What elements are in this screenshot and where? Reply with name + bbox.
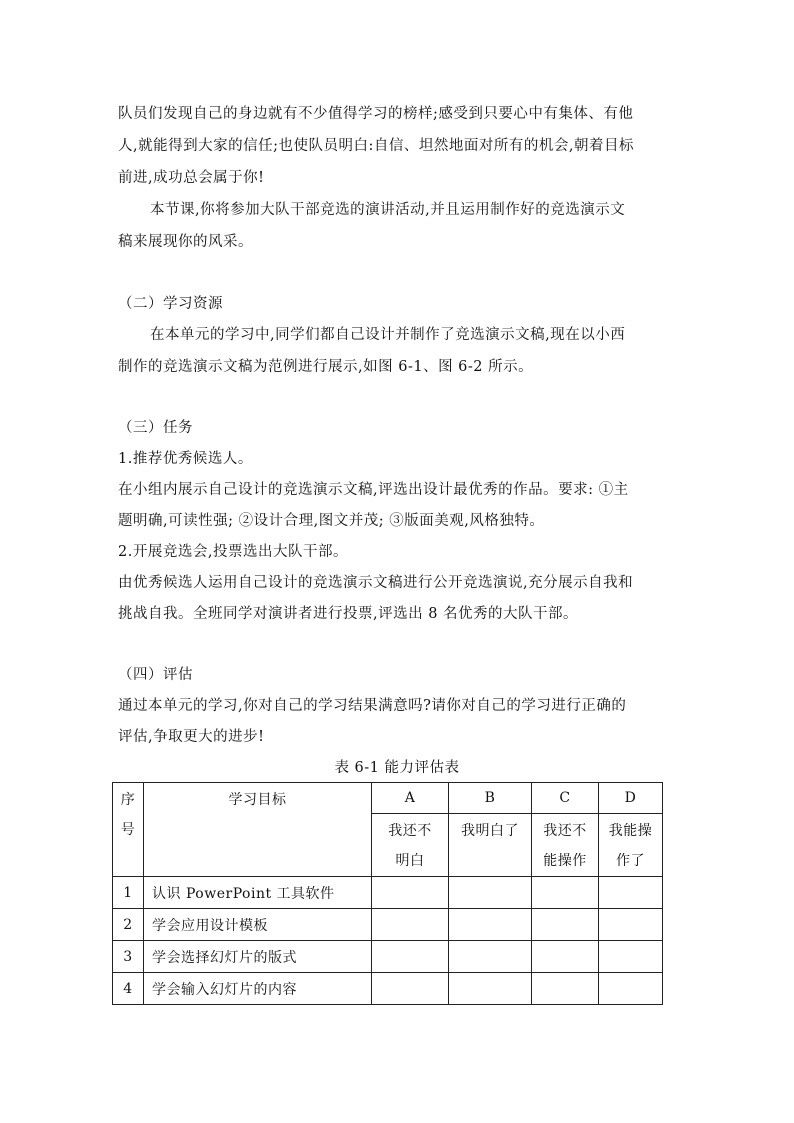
paragraph-line: 制作的竞选演示文稿为范例进行展示,如图 6-1、图 6-2 所示。 [118, 359, 534, 375]
desc-d [599, 814, 663, 877]
paragraph-line: 挑战自我。全班同学对演讲者进行投票,评选出 8 名优秀的大队干部。 [118, 606, 579, 622]
table-row [113, 941, 663, 973]
row-number: 2 [113, 909, 144, 941]
desc-a-line1: 我还不 [388, 823, 432, 839]
rating-cell[interactable] [449, 909, 532, 941]
table-row [113, 877, 663, 909]
row-number: 1 [113, 877, 144, 909]
row-goal: 认识 PowerPoint 工具软件 [144, 877, 372, 909]
paragraph-line: 队员们发现自己的身边就有不少值得学习的榜样;感受到只要心中有集体、有他 [118, 106, 634, 122]
desc-d-line2: 作了 [616, 853, 645, 869]
paragraph-line: 稿来展现你的风采。 [118, 234, 253, 250]
desc-c-line1: 我还不 [543, 823, 587, 839]
desc-a-line2: 明白 [395, 853, 425, 869]
rating-cell[interactable] [599, 973, 663, 1005]
desc-a [372, 814, 449, 877]
desc-c-line2: 能操作 [543, 853, 587, 869]
paragraph-line: 在小组内展示自己设计的竞选演示文稿,评选出设计最优秀的作品。要求: ①主 [118, 482, 629, 498]
paragraph-line: 由优秀候选人运用自己设计的竞选演示文稿进行公开竞选演说,充分展示自我和 [118, 575, 634, 591]
header-goal: 学习目标 [144, 783, 372, 877]
rating-cell[interactable] [372, 941, 449, 973]
header-number [113, 783, 144, 877]
row-number: 4 [113, 973, 144, 1005]
paragraph-line: 前进,成功总会属于你! [118, 170, 265, 186]
header-col-c: C [532, 783, 599, 814]
header-col-b: B [449, 783, 532, 814]
row-number: 3 [113, 941, 144, 973]
paragraph-line: 人,就能得到大家的信任;也使队员明白:自信、坦然地面对所有的机会,朝着目标 [118, 138, 634, 154]
header-col-d: D [599, 783, 663, 814]
rating-cell[interactable] [449, 941, 532, 973]
row-goal: 学会选择幻灯片的版式 [144, 941, 372, 973]
rating-cell[interactable] [599, 941, 663, 973]
rating-cell[interactable] [532, 941, 599, 973]
paragraph-line: 通过本单元的学习,你对自己的学习结果满意吗?请你对自己的学习进行正确的 [118, 698, 627, 714]
rating-cell[interactable] [532, 973, 599, 1005]
rating-cell[interactable] [449, 877, 532, 909]
paragraph-line: 在本单元的学习中,同学们都自己设计并制作了竞选演示文稿,现在以小西 [150, 327, 626, 343]
rating-cell[interactable] [372, 973, 449, 1005]
table-caption: 表 6-1 能力评估表 [334, 760, 460, 776]
header-number-line1: 序 [120, 792, 136, 808]
rating-cell[interactable] [532, 909, 599, 941]
rating-cell[interactable] [532, 877, 599, 909]
header-col-a: A [372, 783, 449, 814]
table-row [113, 973, 663, 1005]
task-title: 2.开展竞选会,投票选出大队干部。 [118, 544, 348, 560]
rating-cell[interactable] [449, 973, 532, 1005]
rating-cell[interactable] [372, 909, 449, 941]
evaluation-table [112, 782, 663, 1005]
rating-cell[interactable] [599, 877, 663, 909]
desc-d-line1: 我能操 [608, 823, 653, 839]
section-heading-tasks: （三）任务 [118, 420, 193, 436]
rating-cell[interactable] [599, 909, 663, 941]
section-heading-evaluation: （四）评估 [118, 667, 193, 683]
row-goal: 学会输入幻灯片的内容 [144, 973, 372, 1005]
paragraph-line: 评估,争取更大的进步! [118, 729, 265, 745]
task-title: 1.推荐优秀候选人。 [118, 451, 253, 467]
header-number-line2: 号 [120, 822, 136, 838]
paragraph-line: 本节课,你将参加大队干部竞选的演讲活动,并且运用制作好的竞选演示文 [150, 202, 626, 218]
row-goal: 学会应用设计模板 [144, 909, 372, 941]
desc-b-line1: 我明白了 [461, 823, 519, 839]
paragraph-line: 题明确,可读性强; ②设计合理,图文并茂; ③版面美观,风格独特。 [118, 513, 545, 529]
table-row [113, 909, 663, 941]
desc-b [449, 814, 532, 877]
section-heading-resources: （二）学习资源 [118, 296, 223, 312]
desc-c [532, 814, 599, 877]
rating-cell[interactable] [372, 877, 449, 909]
